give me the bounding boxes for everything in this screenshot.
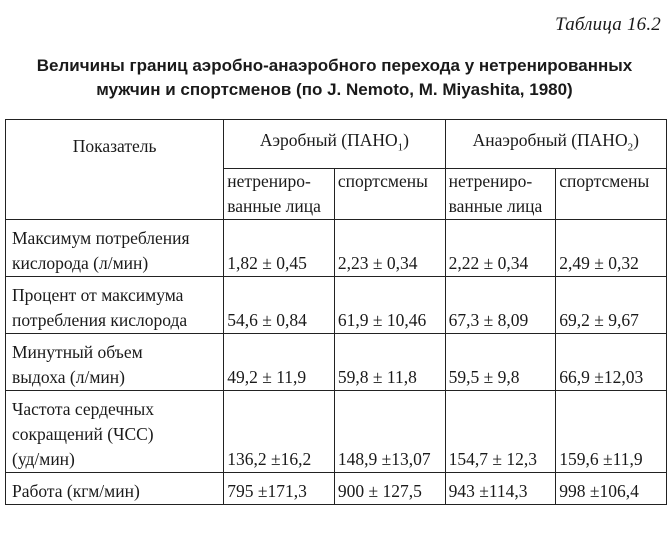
cell-anaero-untrained: 154,7 ± 12,3 [445, 391, 556, 473]
cell-anaero-untrained: 67,3 ± 8,09 [445, 277, 556, 334]
cell-anaero-athletes: 2,49 ± 0,32 [556, 220, 667, 277]
header-aerobic-sub: 1 [397, 141, 404, 154]
cell-anaero-athletes: 159,6 ±11,9 [556, 391, 667, 473]
caption-line-1: Величины границ аэробно-анаэробного перехода у нетренированных [36, 56, 633, 75]
subheader-untrained-line2: ванные лица [227, 196, 321, 216]
row-name-line: выдоха (л/мин) [12, 367, 125, 387]
header-anaerobic-sub: 2 [627, 141, 634, 154]
cell-aero-untrained: 1,82 ± 0,45 [224, 220, 335, 277]
header-anaerobic-label: Анаэробный (ПАНО [472, 129, 628, 150]
row-name-line: кислорода (л/мин) [12, 253, 149, 273]
cell-anaero-untrained: 943 ±114,3 [445, 473, 556, 505]
row-name-line: Процент от максимума [12, 285, 184, 305]
cell-aero-untrained: 795 ±171,3 [224, 473, 335, 505]
subheader-aero-athletes: спортсмены [334, 169, 445, 220]
cell-anaero-athletes: 66,9 ±12,03 [556, 334, 667, 391]
table-row [6, 391, 667, 473]
table-row [6, 473, 667, 505]
table-row [6, 277, 667, 334]
row-name-line: потребления кислорода [12, 310, 188, 330]
row-name [6, 220, 224, 277]
cell-aero-untrained: 136,2 ±16,2 [224, 391, 335, 473]
row-name-line: Максимум потребления [12, 228, 190, 248]
row-name [6, 334, 224, 391]
cell-anaero-athletes: 69,2 ± 9,67 [556, 277, 667, 334]
header-row [6, 120, 667, 169]
subheader-untrained-line1: нетрениро- [448, 171, 533, 191]
subheader-untrained-line2: ванные лица [448, 196, 543, 216]
table-row [6, 334, 667, 391]
row-name [6, 473, 224, 505]
cell-anaero-untrained: 59,5 ± 9,8 [445, 334, 556, 391]
subheader-anaero-athletes: спортсмены [556, 169, 667, 220]
header-aerobic-close: ) [403, 129, 409, 150]
header-aerobic [224, 120, 445, 169]
subheader-anaero-untrained [445, 169, 556, 220]
row-name-line: Минутный объем [12, 342, 143, 362]
header-aerobic-label: Аэробный (ПАНО [259, 129, 398, 150]
row-name-line: Работа (кгм/мин) [12, 481, 140, 501]
row-name [6, 391, 224, 473]
cell-aero-athletes: 61,9 ± 10,46 [334, 277, 445, 334]
cell-aero-untrained: 54,6 ± 0,84 [224, 277, 335, 334]
row-name-line: Частота сердечных [12, 399, 155, 419]
table-caption [0, 54, 669, 102]
row-name-line: сокращений (ЧСС) [12, 424, 154, 444]
subheader-untrained-line1: нетрениро- [227, 171, 311, 191]
row-name [6, 277, 224, 334]
data-table [5, 119, 667, 505]
table-row [6, 220, 667, 277]
subheader-aero-untrained [224, 169, 335, 220]
header-anaerobic [445, 120, 666, 169]
cell-aero-untrained: 49,2 ± 11,9 [224, 334, 335, 391]
row-name-line: (уд/мин) [12, 449, 75, 469]
caption-line-2: мужчин и спортсменов (по J. Nemoto, M. Miyashita, 1980) [96, 80, 573, 99]
cell-aero-athletes: 59,8 ± 11,8 [334, 334, 445, 391]
table-number: Таблица 16.2 [555, 14, 661, 35]
header-indicator: Показатель [6, 120, 224, 220]
cell-aero-athletes: 2,23 ± 0,34 [334, 220, 445, 277]
cell-anaero-athletes: 998 ±106,4 [556, 473, 667, 505]
cell-anaero-untrained: 2,22 ± 0,34 [445, 220, 556, 277]
cell-aero-athletes: 900 ± 127,5 [334, 473, 445, 505]
cell-aero-athletes: 148,9 ±13,07 [334, 391, 445, 473]
header-anaerobic-close: ) [633, 129, 639, 150]
